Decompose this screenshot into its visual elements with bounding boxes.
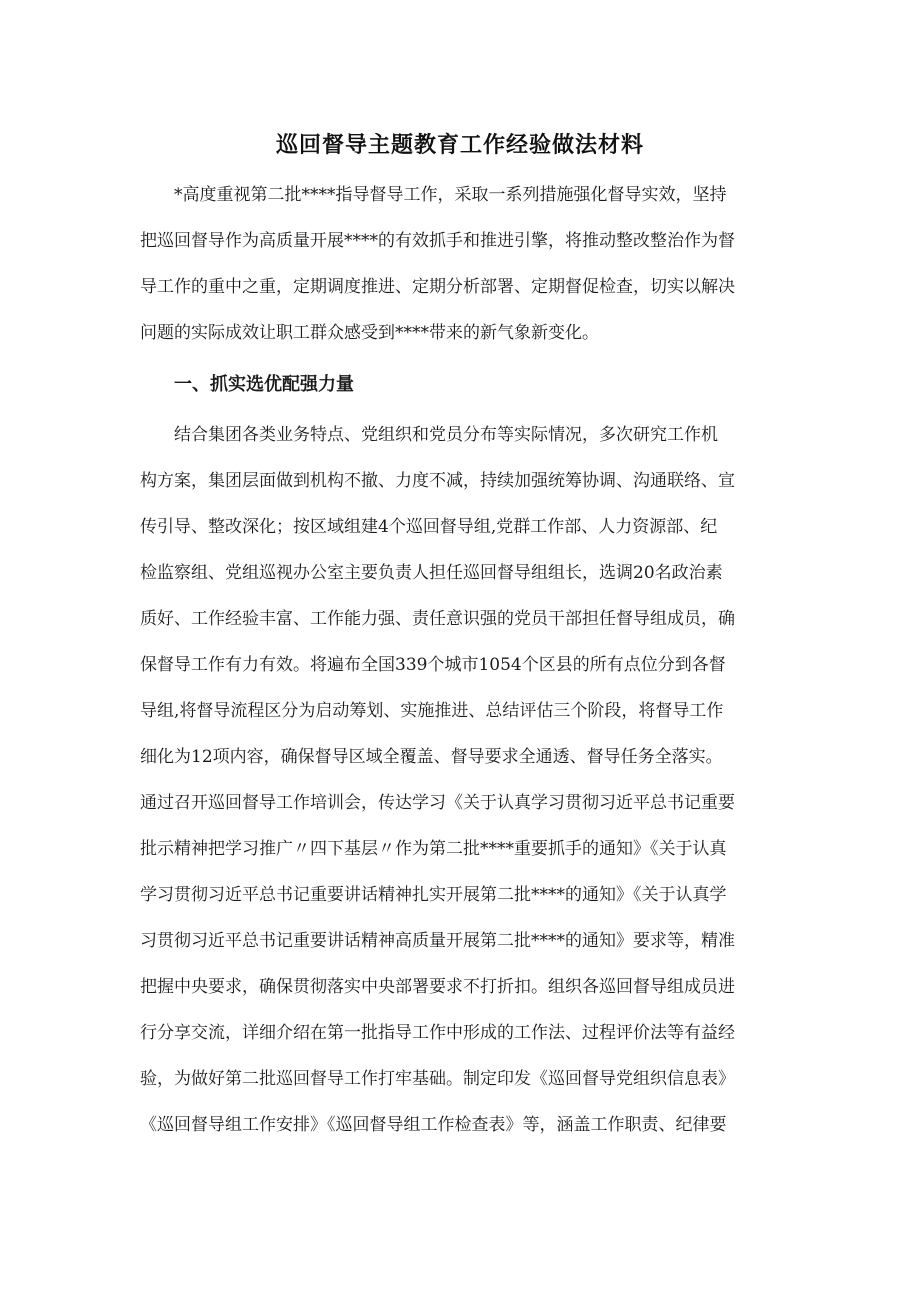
paragraph-line: 批示精神把学习推广〃四下基层〃作为第二批****重要抓手的通知》《关于认真 [140,839,727,859]
paragraph-line: 行分享交流，详细介绍在第一批指导工作中形成的工作法、过程评价法等有益经 [140,1023,735,1043]
paragraph-line: 通过召开巡回督导工作培训会，传达学习《关于认真学习贯彻习近平总书记重要 [140,793,735,813]
paragraph-line: 构方案，集团层面做到机构不撤、力度不减，持续加强统筹协调、沟通联络、宣 [140,471,735,491]
paragraph-line: 传引导、整改深化；按区域组建4个巡回督导组,党群工作部、人力资源部、纪 [140,517,718,537]
paragraph-line: *高度重视第二批****指导督导工作，采取一系列措施强化督导实效，坚持 [174,185,727,205]
paragraph-line: 把握中央要求，确保贯彻落实中央部署要求不打折扣。组织各巡回督导组成员进 [140,977,735,997]
paragraph-line: 把巡回督导作为高质量开展****的有效抓手和推进引擎，将推动整改整治作为督 [140,231,735,251]
paragraph-line: 细化为12项内容，确保督导区域全覆盖、督导要求全通透、督导任务全落实。 [140,747,723,767]
paragraph-line: 结合集团各类业务特点、党组织和党员分布等实际情况，多次研究工作机 [174,425,718,445]
paragraph-line: 保督导工作有力有效。将遍布全国339个城市1054个区县的所有点位分到各督 [140,655,726,675]
paragraph-line: 导工作的重中之重，定期调度推进、定期分析部署、定期督促检查，切实以解决 [140,277,735,297]
section-heading: 一、抓实选优配强力量 [174,374,354,395]
paragraph-line: 导组,将督导流程区分为启动筹划、实施推进、总结评估三个阶段，将督导工作 [140,701,724,721]
paragraph-line: 检监察组、党组巡视办公室主要负责人担任巡回督导组组长，选调20名政治素 [140,563,723,583]
paragraph-line: 质好、工作经验丰富、工作能力强、责任意识强的党员干部担任督导组成员，确 [140,609,735,629]
intro-paragraph [140,172,786,356]
document-title: 巡回督导主题教育工作经验做法材料 [275,133,644,158]
paragraph-line: 学习贯彻习近平总书记重要讲话精神扎实开展第二批****的通知》《关于认真学 [140,885,727,905]
paragraph-line: 问题的实际成效让职工群众感受到****带来的新气象新变化。 [140,323,599,343]
section-paragraph [140,412,786,1148]
paragraph-line: 习贯彻习近平总书记重要讲话精神高质量开展第二批****的通知》要求等，精准 [140,931,735,951]
paragraph-line: 验，为做好第二批巡回督导工作打牢基础。制定印发《巡回督导党组织信息表》 [140,1069,735,1089]
paragraph-line: 《巡回督导组工作安排》《巡回督导组工作检查表》等，涵盖工作职责、纪律要 [140,1115,727,1135]
